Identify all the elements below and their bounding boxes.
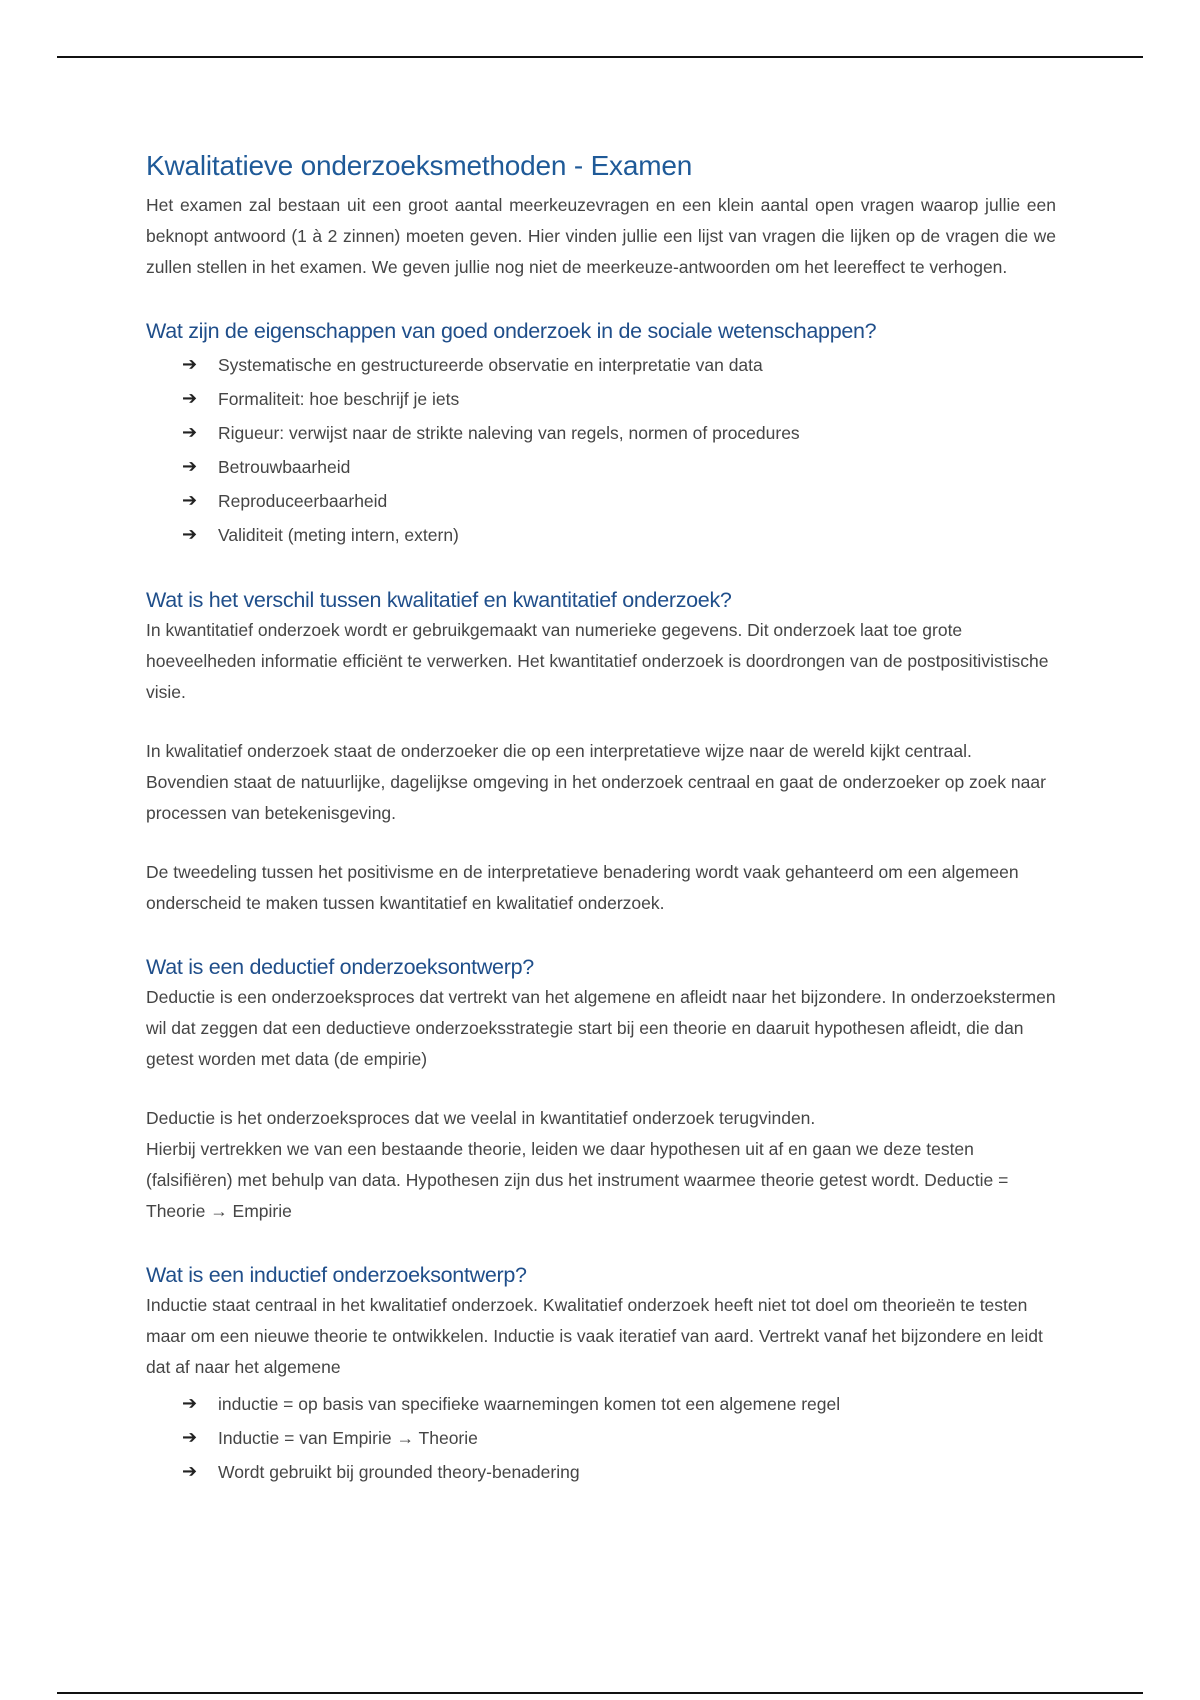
arrow-icon: ➔	[182, 1427, 198, 1448]
bullet-list	[146, 1387, 1056, 1489]
arrow-icon: ➔	[182, 354, 198, 375]
paragraph: In kwantitatief onderzoek wordt er gebruikgemaakt van numerieke gegevens. Dit onderzoek laat toe grote hoeveelheden informatie efficiënt te verwerken. Het kwantitatief onderzoek is doordrongen van de postpositivistische visie.	[146, 620, 1049, 702]
header-rule	[57, 56, 1143, 58]
list-item: ➔ Rigueur: verwijst naar de strikte naleving van regels, normen of procedures	[182, 416, 1056, 450]
arrow-icon: ➔	[182, 1461, 198, 1482]
section-inductive	[146, 1263, 1056, 1489]
paragraph: Inductie staat centraal in het kwalitatief onderzoek. Kwalitatief onderzoek heeft niet tot doel om theorieën te testen maar om een nieuwe theorie te ontwikkelen. Inductie is vaak iteratief van aard. Vertrekt vanaf het bijzondere en leidt dat af naar het algemene	[146, 1295, 1043, 1377]
footer-rule	[57, 1692, 1143, 1694]
list-item: ➔ inductie = op basis van specifieke waarnemingen komen tot een algemene regel	[182, 1387, 1056, 1421]
list-item: ➔ Systematische en gestructureerde observatie en interpretatie van data	[182, 348, 1056, 382]
list-item: ➔ Inductie = van Empirie → Theorie	[182, 1421, 1056, 1455]
arrow-icon: ➔	[182, 422, 198, 443]
list-item: ➔ Betrouwbaarheid	[182, 450, 1056, 484]
section-heading: Wat zijn de eigenschappen van goed onderzoek in de sociale wetenschappen?	[146, 319, 877, 343]
paragraph: Deductie is een onderzoeksproces dat vertrekt van het algemene en afleidt naar het bijzondere. In onderzoekstermen wil dat zeggen dat een deductieve onderzoeksstrategie start bij een theorie en daaruit hypothesen afleidt, die dan getest worden met data (de empirie)	[146, 987, 1056, 1069]
page-title: Kwalitatieve onderzoeksmethoden - Examen	[146, 150, 693, 181]
paragraph: Hierbij vertrekken we van een bestaande theorie, leiden we daar hypothesen uit af en gaan we deze testen (falsifiëren) met behulp van data. Hypothesen zijn dus het instrument waarmee theorie getest wordt. Deductie = Theorie → Empirie	[146, 1139, 1009, 1221]
arrow-icon: ➔	[182, 1393, 198, 1414]
list-item: ➔ Wordt gebruikt bij grounded theory-benadering	[182, 1455, 1056, 1489]
bullet-list	[146, 348, 1056, 552]
paragraph: Deductie is het onderzoeksproces dat we veelal in kwantitatief onderzoek terugvinden.	[146, 1108, 816, 1128]
paragraph: In kwalitatief onderzoek staat de onderzoeker die op een interpretatieve wijze naar de wereld kijkt centraal. Bovendien staat de natuurlijke, dagelijkse omgeving in het onderzoek centraal en gaat de onderzoeker op zoek naar processen van betekenisgeving.	[146, 741, 1046, 823]
arrow-icon: ➔	[182, 490, 198, 511]
arrow-icon: ➔	[182, 388, 198, 409]
section-heading: Wat is een deductief onderzoeksontwerp?	[146, 955, 534, 979]
section-heading: Wat is een inductief onderzoeksontwerp?	[146, 1263, 527, 1287]
section-heading: Wat is het verschil tussen kwalitatief en kwantitatief onderzoek?	[146, 588, 732, 612]
list-item: ➔ Formaliteit: hoe beschrijf je iets	[182, 382, 1056, 416]
document-body	[146, 150, 1056, 1489]
list-item: ➔ Validiteit (meting intern, extern)	[182, 518, 1056, 552]
list-item: ➔ Reproduceerbaarheid	[182, 484, 1056, 518]
intro-paragraph: Het examen zal bestaan uit een groot aantal meerkeuzevragen en een klein aantal open vragen waarop jullie een beknopt antwoord (1 à 2 zinnen) moeten geven. Hier vinden jullie een lijst van vragen die lijken op de vragen die we zullen stellen in het examen. We geven jullie nog niet de meerkeuze-antwoorden om het leereffect te verhogen.	[146, 195, 1056, 277]
arrow-icon: ➔	[182, 456, 198, 477]
arrow-icon: ➔	[182, 524, 198, 545]
section-qual-vs-quant	[146, 588, 1056, 919]
paragraph: De tweedeling tussen het positivisme en de interpretatieve benadering wordt vaak gehanteerd om een algemeen onderscheid te maken tussen kwantitatief en kwalitatief onderzoek.	[146, 862, 1019, 913]
section-deductive	[146, 955, 1056, 1227]
section-properties	[146, 319, 1056, 552]
